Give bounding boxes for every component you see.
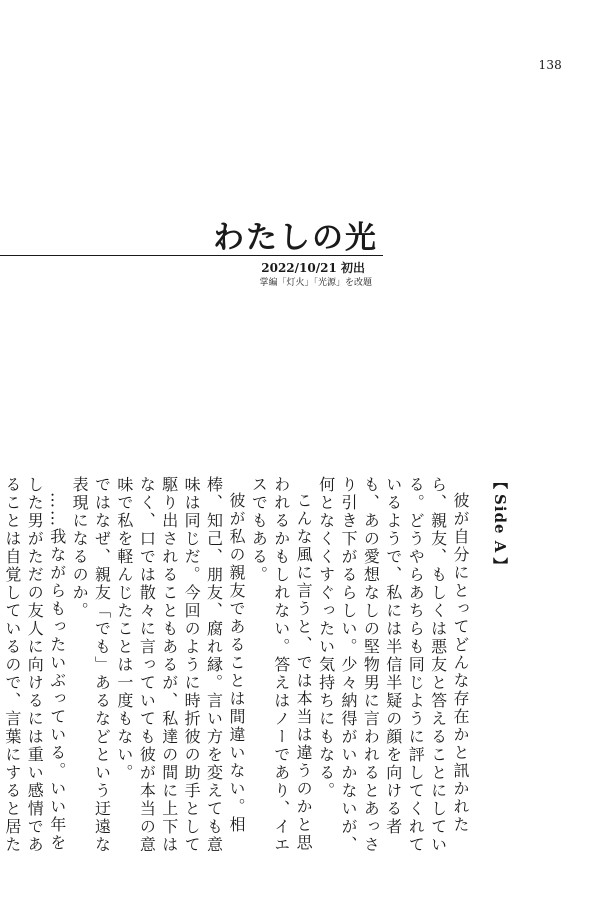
title-rule (0, 255, 383, 256)
section-bracket-open: 【 (491, 474, 509, 490)
body-text (0, 476, 471, 858)
body-paragraph: ではなぜ、親友「でも」あるなどという迂遠な表現になるのか。 (70, 476, 112, 854)
body-paragraph: 彼が私の親友であることは間違いない。相棒、知己、朋友、腐れ縁。言い方を変えても意味は同じだ。今回のように時折彼の助手として駆り出されることもあるが、私達の間に上下はなく、口では散々に言っていても彼が本当の意味で私を軽んじたことは一度もない。 (114, 476, 246, 854)
section-heading-text: Side A (491, 494, 509, 554)
page-number: 138 (538, 58, 562, 72)
section-heading (489, 474, 511, 573)
body-paragraph: ……我ながらもったいぶっている。いい年をした男がただの友人に向けるには重い感情であることは自覚しているので、言葉にすると居た (2, 476, 67, 854)
page-title: わたしの光 (213, 220, 378, 256)
body-paragraph: 彼が自分にとってどんな存在かと訊かれたら、親友、もしくは悪友と答えることにしている。どうやらあちらも同じように評してくれているようで、私には半信半疑の顔を向ける者も、あの愛想なしの堅物男に言われるとあっさり引き下がるらしい。少々納得がいかないが、何となくくすぐったい気持ちにもなる。 (316, 476, 470, 854)
section-bracket-close: 】 (491, 557, 509, 574)
publication-date: 2022/10/21 初出 (261, 261, 365, 275)
body-paragraph: こんな風に言うと、では本当は違うのかと思われるかもしれない。答えはノーであり、イエスでもある。 (249, 476, 314, 854)
retitle-note: 掌編「灯火」「光源」を改題 (259, 278, 372, 288)
